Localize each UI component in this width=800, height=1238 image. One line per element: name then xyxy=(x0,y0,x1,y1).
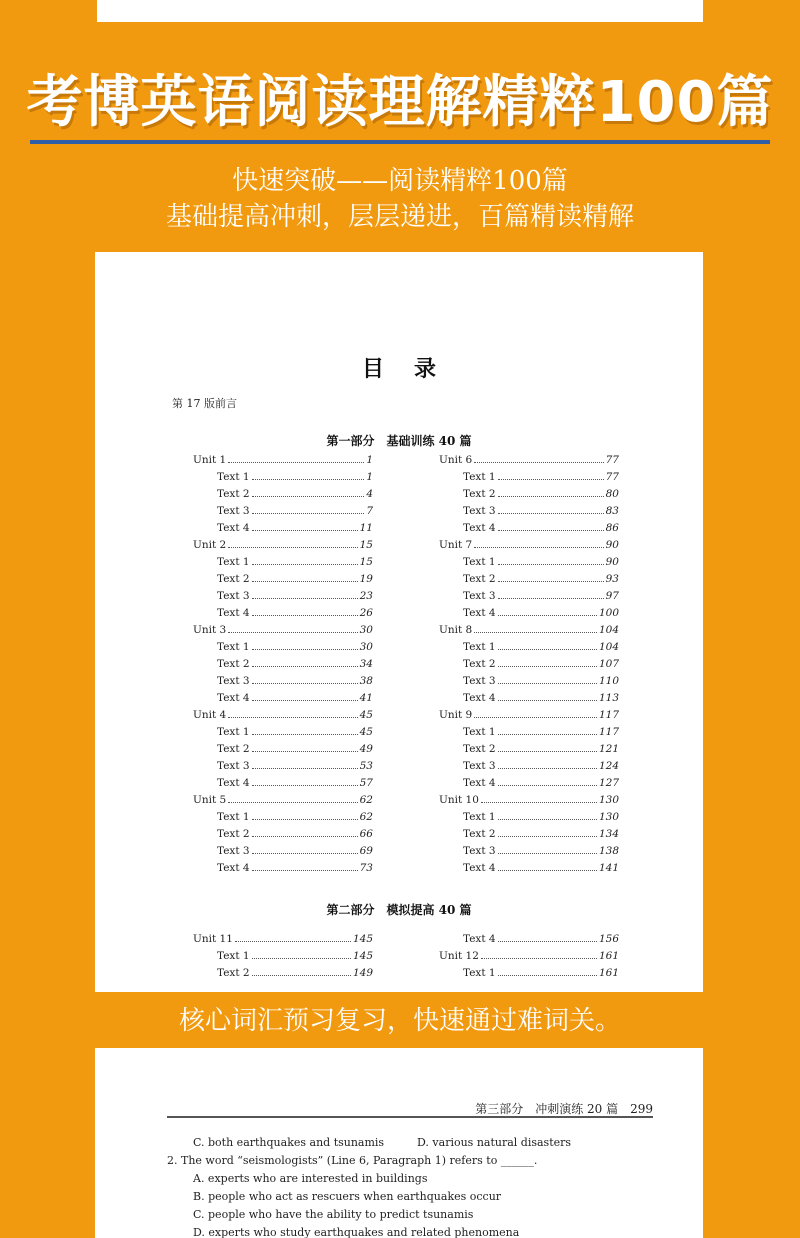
dot-leader xyxy=(498,530,604,531)
dot-leader xyxy=(481,958,597,959)
answer-option: B. people who act as rescuers when earthquakes occur xyxy=(193,1190,502,1203)
toc-entry xyxy=(439,777,619,794)
sample-page-rule xyxy=(167,1116,653,1118)
toc-entry xyxy=(193,454,373,471)
toc-entry xyxy=(193,675,373,692)
toc-entry-label: Text 4 xyxy=(217,862,250,874)
dot-leader xyxy=(498,751,597,752)
toc-entry-label: Unit 6 xyxy=(439,454,473,466)
dot-leader xyxy=(252,836,358,837)
toc-entry-label: Text 4 xyxy=(217,607,250,619)
toc-entry-page: 11 xyxy=(359,522,373,534)
toc-entry xyxy=(193,950,373,967)
dot-leader xyxy=(252,870,358,871)
toc-entry-page: 104 xyxy=(598,624,619,636)
toc-entry-label: Unit 10 xyxy=(439,794,479,806)
toc-entry-label: Text 2 xyxy=(217,967,250,979)
dot-leader xyxy=(252,598,358,599)
toc-entry-label: Text 1 xyxy=(217,950,250,962)
dot-leader xyxy=(252,666,358,667)
dot-leader xyxy=(474,632,597,633)
dot-leader xyxy=(252,785,358,786)
toc-entry-page: 1 xyxy=(366,454,373,466)
toc-entry-label: Unit 4 xyxy=(193,709,227,721)
toc-entry xyxy=(193,522,373,539)
title-underline xyxy=(30,140,770,144)
toc-entry-label: Text 3 xyxy=(217,505,250,517)
toc-entry-label: Text 4 xyxy=(463,692,496,704)
toc-entry-page: 149 xyxy=(352,967,373,979)
dot-leader xyxy=(498,615,597,616)
toc-entry-label: Text 1 xyxy=(217,471,250,483)
toc-entry-page: 66 xyxy=(359,828,373,840)
dot-leader xyxy=(235,941,351,942)
dot-leader xyxy=(228,547,357,548)
toc-entry-page: 69 xyxy=(359,845,373,857)
toc-entry-page: 41 xyxy=(359,692,373,704)
toc-entry-label: Text 1 xyxy=(463,471,496,483)
toc-entry-page: 104 xyxy=(598,641,619,653)
dot-leader xyxy=(252,530,358,531)
toc-entry xyxy=(439,607,619,624)
toc-entry xyxy=(193,641,373,658)
toc-entry xyxy=(193,488,373,505)
dot-leader xyxy=(252,734,358,735)
dot-leader xyxy=(252,479,365,480)
toc-entry-page: 49 xyxy=(359,743,373,755)
toc-entry-label: Text 3 xyxy=(217,675,250,687)
toc-part1-left-column xyxy=(193,454,373,879)
toc-entry-page: 130 xyxy=(598,811,619,823)
toc-entry xyxy=(439,556,619,573)
toc-title: 目录 xyxy=(361,357,466,382)
toc-entry-label: Text 1 xyxy=(217,641,250,653)
dot-leader xyxy=(228,802,357,803)
toc-entry-label: Text 4 xyxy=(217,777,250,789)
dot-leader xyxy=(252,496,365,497)
toc-entry xyxy=(439,692,619,709)
toc-entry xyxy=(193,967,373,984)
toc-entry-page: 90 xyxy=(605,556,619,568)
toc-entry xyxy=(439,862,619,879)
toc-entry-label: Text 3 xyxy=(463,760,496,772)
toc-entry xyxy=(439,624,619,641)
toc-entry xyxy=(439,488,619,505)
dot-leader xyxy=(498,666,597,667)
toc-entry xyxy=(439,709,619,726)
toc-entry-page: 73 xyxy=(359,862,373,874)
toc-entry-page: 156 xyxy=(598,933,619,945)
toc-entry-label: Text 2 xyxy=(463,573,496,585)
dot-leader xyxy=(498,819,597,820)
toc-entry-page: 23 xyxy=(359,590,373,602)
toc-entry-label: Text 2 xyxy=(463,658,496,670)
dot-leader xyxy=(252,649,358,650)
dot-leader xyxy=(498,683,597,684)
toc-entry xyxy=(439,811,619,828)
toc-entry-label: Text 4 xyxy=(463,607,496,619)
question-stem: 2. The word “seismologists” (Line 6, Paragraph 1) refers to ______. xyxy=(167,1154,538,1167)
toc-entry-label: Text 2 xyxy=(217,573,250,585)
dot-leader xyxy=(498,513,604,514)
answer-option: D. experts who study earthquakes and related phenomena xyxy=(193,1226,520,1238)
toc-entry xyxy=(193,760,373,777)
dot-leader xyxy=(252,581,358,582)
toc-entry-page: 117 xyxy=(598,726,619,738)
toc-entry xyxy=(439,641,619,658)
answer-option: C. people who have the ability to predict tsunamis xyxy=(193,1208,474,1221)
tagline-primary: 快速突破——阅读精粹100篇 xyxy=(232,166,568,196)
toc-entry xyxy=(439,454,619,471)
toc-entry xyxy=(439,760,619,777)
dot-leader xyxy=(498,785,597,786)
dot-leader xyxy=(228,717,357,718)
toc-entry-label: Text 3 xyxy=(463,845,496,857)
toc-entry-page: 62 xyxy=(359,811,373,823)
dot-leader xyxy=(252,700,358,701)
toc-page-preview xyxy=(95,252,703,992)
dot-leader xyxy=(474,547,603,548)
toc-entry-page: 7 xyxy=(366,505,373,517)
toc-entry-page: 4 xyxy=(366,488,373,500)
toc-entry-label: Text 2 xyxy=(217,828,250,840)
toc-entry-label: Text 2 xyxy=(463,488,496,500)
toc-entry xyxy=(439,658,619,675)
dot-leader xyxy=(498,598,604,599)
toc-entry-page: 83 xyxy=(605,505,619,517)
toc-entry-label: Text 4 xyxy=(463,933,496,945)
dot-leader xyxy=(498,853,597,854)
toc-entry xyxy=(439,522,619,539)
dot-leader xyxy=(498,479,604,480)
toc-entry-page: 161 xyxy=(598,950,619,962)
sample-page-preview xyxy=(95,1048,703,1238)
toc-entry-label: Text 1 xyxy=(463,556,496,568)
toc-entry-page: 34 xyxy=(359,658,373,670)
toc-entry-label: Text 1 xyxy=(217,556,250,568)
toc-entry xyxy=(193,726,373,743)
toc-entry-page: 141 xyxy=(598,862,619,874)
toc-entry-label: Text 3 xyxy=(217,845,250,857)
toc-entry-label: Text 3 xyxy=(463,675,496,687)
toc-entry-page: 86 xyxy=(605,522,619,534)
dot-leader xyxy=(481,802,597,803)
toc-entry-page: 53 xyxy=(359,760,373,772)
dot-leader xyxy=(498,564,604,565)
dot-leader xyxy=(498,496,604,497)
toc-entry-label: Unit 1 xyxy=(193,454,227,466)
toc-entry-page: 130 xyxy=(598,794,619,806)
dot-leader xyxy=(498,941,597,942)
toc-entry-page: 45 xyxy=(359,726,373,738)
toc-entry-page: 100 xyxy=(598,607,619,619)
dot-leader xyxy=(228,462,364,463)
toc-entry-label: Text 1 xyxy=(463,811,496,823)
dot-leader xyxy=(228,632,357,633)
toc-entry-label: Unit 9 xyxy=(439,709,473,721)
toc-entry-page: 45 xyxy=(359,709,373,721)
dot-leader xyxy=(252,513,365,514)
toc-entry-page: 57 xyxy=(359,777,373,789)
toc-entry-page: 77 xyxy=(605,454,619,466)
dot-leader xyxy=(498,836,597,837)
toc-entry-page: 117 xyxy=(598,709,619,721)
toc-entry-label: Text 2 xyxy=(217,658,250,670)
toc-entry xyxy=(193,828,373,845)
toc-entry-label: Unit 5 xyxy=(193,794,227,806)
toc-entry-page: 97 xyxy=(605,590,619,602)
toc-entry-page: 145 xyxy=(352,950,373,962)
toc-entry-page: 110 xyxy=(598,675,619,687)
toc-entry xyxy=(439,675,619,692)
toc-entry xyxy=(193,658,373,675)
toc-entry xyxy=(439,471,619,488)
toc-entry-page: 38 xyxy=(359,675,373,687)
dot-leader xyxy=(252,958,351,959)
toc-part2-right-column xyxy=(439,933,619,984)
toc-entry-page: 26 xyxy=(359,607,373,619)
toc-part2-heading: 第二部分 模拟提高 40 篇 xyxy=(326,903,472,917)
toc-entry-label: Text 4 xyxy=(217,522,250,534)
toc-entry-label: Text 4 xyxy=(463,862,496,874)
toc-entry-label: Text 3 xyxy=(463,505,496,517)
toc-entry-page: 1 xyxy=(366,471,373,483)
toc-entry-label: Unit 11 xyxy=(193,933,233,945)
toc-entry-page: 30 xyxy=(359,641,373,653)
dot-leader xyxy=(252,751,358,752)
toc-entry xyxy=(439,950,619,967)
toc-entry-label: Text 2 xyxy=(463,828,496,840)
toc-entry-label: Unit 7 xyxy=(439,539,473,551)
toc-entry-page: 77 xyxy=(605,471,619,483)
dot-leader xyxy=(252,683,358,684)
toc-entry-page: 121 xyxy=(598,743,619,755)
toc-entry-page: 138 xyxy=(598,845,619,857)
previous-section-edge xyxy=(97,0,703,22)
toc-entry xyxy=(193,709,373,726)
answer-option: C. both earthquakes and tsunamis xyxy=(193,1136,385,1149)
toc-entry-label: Unit 12 xyxy=(439,950,479,962)
toc-entry xyxy=(439,573,619,590)
toc-entry-label: Text 3 xyxy=(217,590,250,602)
toc-entry-page: 30 xyxy=(359,624,373,636)
dot-leader xyxy=(498,581,604,582)
toc-entry-page: 90 xyxy=(605,539,619,551)
toc-entry-label: Text 1 xyxy=(463,967,496,979)
toc-entry-label: Unit 3 xyxy=(193,624,227,636)
toc-preface: 第 17 版前言 xyxy=(172,397,237,410)
toc-entry-page: 15 xyxy=(359,539,373,551)
toc-entry-label: Text 3 xyxy=(217,760,250,772)
toc-entry xyxy=(439,743,619,760)
dot-leader xyxy=(498,649,597,650)
dot-leader xyxy=(252,564,358,565)
toc-entry-label: Unit 8 xyxy=(439,624,473,636)
dot-leader xyxy=(474,717,597,718)
toc-entry xyxy=(439,828,619,845)
toc-entry xyxy=(193,573,373,590)
toc-entry-page: 80 xyxy=(605,488,619,500)
vocab-banner: 核心词汇预习复习，快速通过难词关。 xyxy=(178,1006,621,1036)
toc-entry xyxy=(193,539,373,556)
toc-entry-page: 19 xyxy=(359,573,373,585)
toc-entry-label: Text 4 xyxy=(217,692,250,704)
toc-entry-page: 124 xyxy=(598,760,619,772)
toc-entry xyxy=(193,692,373,709)
toc-entry xyxy=(193,556,373,573)
toc-entry-page: 15 xyxy=(359,556,373,568)
toc-entry-page: 161 xyxy=(598,967,619,979)
dot-leader xyxy=(498,768,597,769)
toc-entry xyxy=(193,933,373,950)
toc-entry-label: Text 2 xyxy=(217,743,250,755)
toc-entry xyxy=(193,471,373,488)
toc-entry xyxy=(439,726,619,743)
toc-part1-right-column xyxy=(439,454,619,879)
toc-entry-label: Text 3 xyxy=(463,590,496,602)
toc-entry-label: Text 4 xyxy=(463,777,496,789)
toc-entry xyxy=(439,967,619,984)
toc-entry xyxy=(439,933,619,950)
toc-entry-label: Unit 2 xyxy=(193,539,227,551)
toc-entry-label: Text 2 xyxy=(217,488,250,500)
toc-entry-label: Text 4 xyxy=(463,522,496,534)
answer-option: A. experts who are interested in buildings xyxy=(193,1172,428,1185)
toc-entry xyxy=(193,743,373,760)
toc-entry-page: 113 xyxy=(598,692,619,704)
tagline-secondary: 基础提高冲刺，层层递进，百篇精读精解 xyxy=(165,202,634,232)
toc-entry xyxy=(193,794,373,811)
toc-entry xyxy=(193,624,373,641)
dot-leader xyxy=(498,870,597,871)
dot-leader xyxy=(498,734,597,735)
toc-entry xyxy=(193,811,373,828)
toc-entry xyxy=(193,590,373,607)
toc-entry xyxy=(439,794,619,811)
toc-entry xyxy=(439,845,619,862)
toc-part1-heading: 第一部分 基础训练 40 篇 xyxy=(326,434,472,448)
toc-entry-label: Text 1 xyxy=(463,726,496,738)
toc-entry-label: Text 1 xyxy=(217,811,250,823)
toc-entry xyxy=(193,607,373,624)
toc-entry-page: 145 xyxy=(352,933,373,945)
dot-leader xyxy=(252,768,358,769)
toc-entry-page: 93 xyxy=(605,573,619,585)
toc-entry-page: 127 xyxy=(598,777,619,789)
dot-leader xyxy=(474,462,603,463)
dot-leader xyxy=(252,853,358,854)
toc-entry xyxy=(193,505,373,522)
toc-entry xyxy=(193,845,373,862)
answer-option: D. various natural disasters xyxy=(417,1136,572,1149)
dot-leader xyxy=(252,975,351,976)
dot-leader xyxy=(498,975,597,976)
toc-entry xyxy=(439,539,619,556)
sample-page-header: 第三部分 冲刺演练 20 篇 299 xyxy=(475,1102,653,1116)
toc-entry-label: Text 1 xyxy=(217,726,250,738)
toc-entry-label: Text 2 xyxy=(463,743,496,755)
toc-entry-page: 62 xyxy=(359,794,373,806)
toc-entry-page: 134 xyxy=(598,828,619,840)
toc-part2-left-column xyxy=(193,933,373,984)
toc-entry-label: Text 1 xyxy=(463,641,496,653)
page-title: 考博英语阅读理解精粹100篇 xyxy=(26,70,774,135)
toc-entry xyxy=(193,777,373,794)
toc-entry-page: 107 xyxy=(598,658,619,670)
dot-leader xyxy=(252,819,358,820)
toc-entry xyxy=(439,505,619,522)
dot-leader xyxy=(498,700,597,701)
toc-entry xyxy=(193,862,373,879)
toc-entry xyxy=(439,590,619,607)
dot-leader xyxy=(252,615,358,616)
